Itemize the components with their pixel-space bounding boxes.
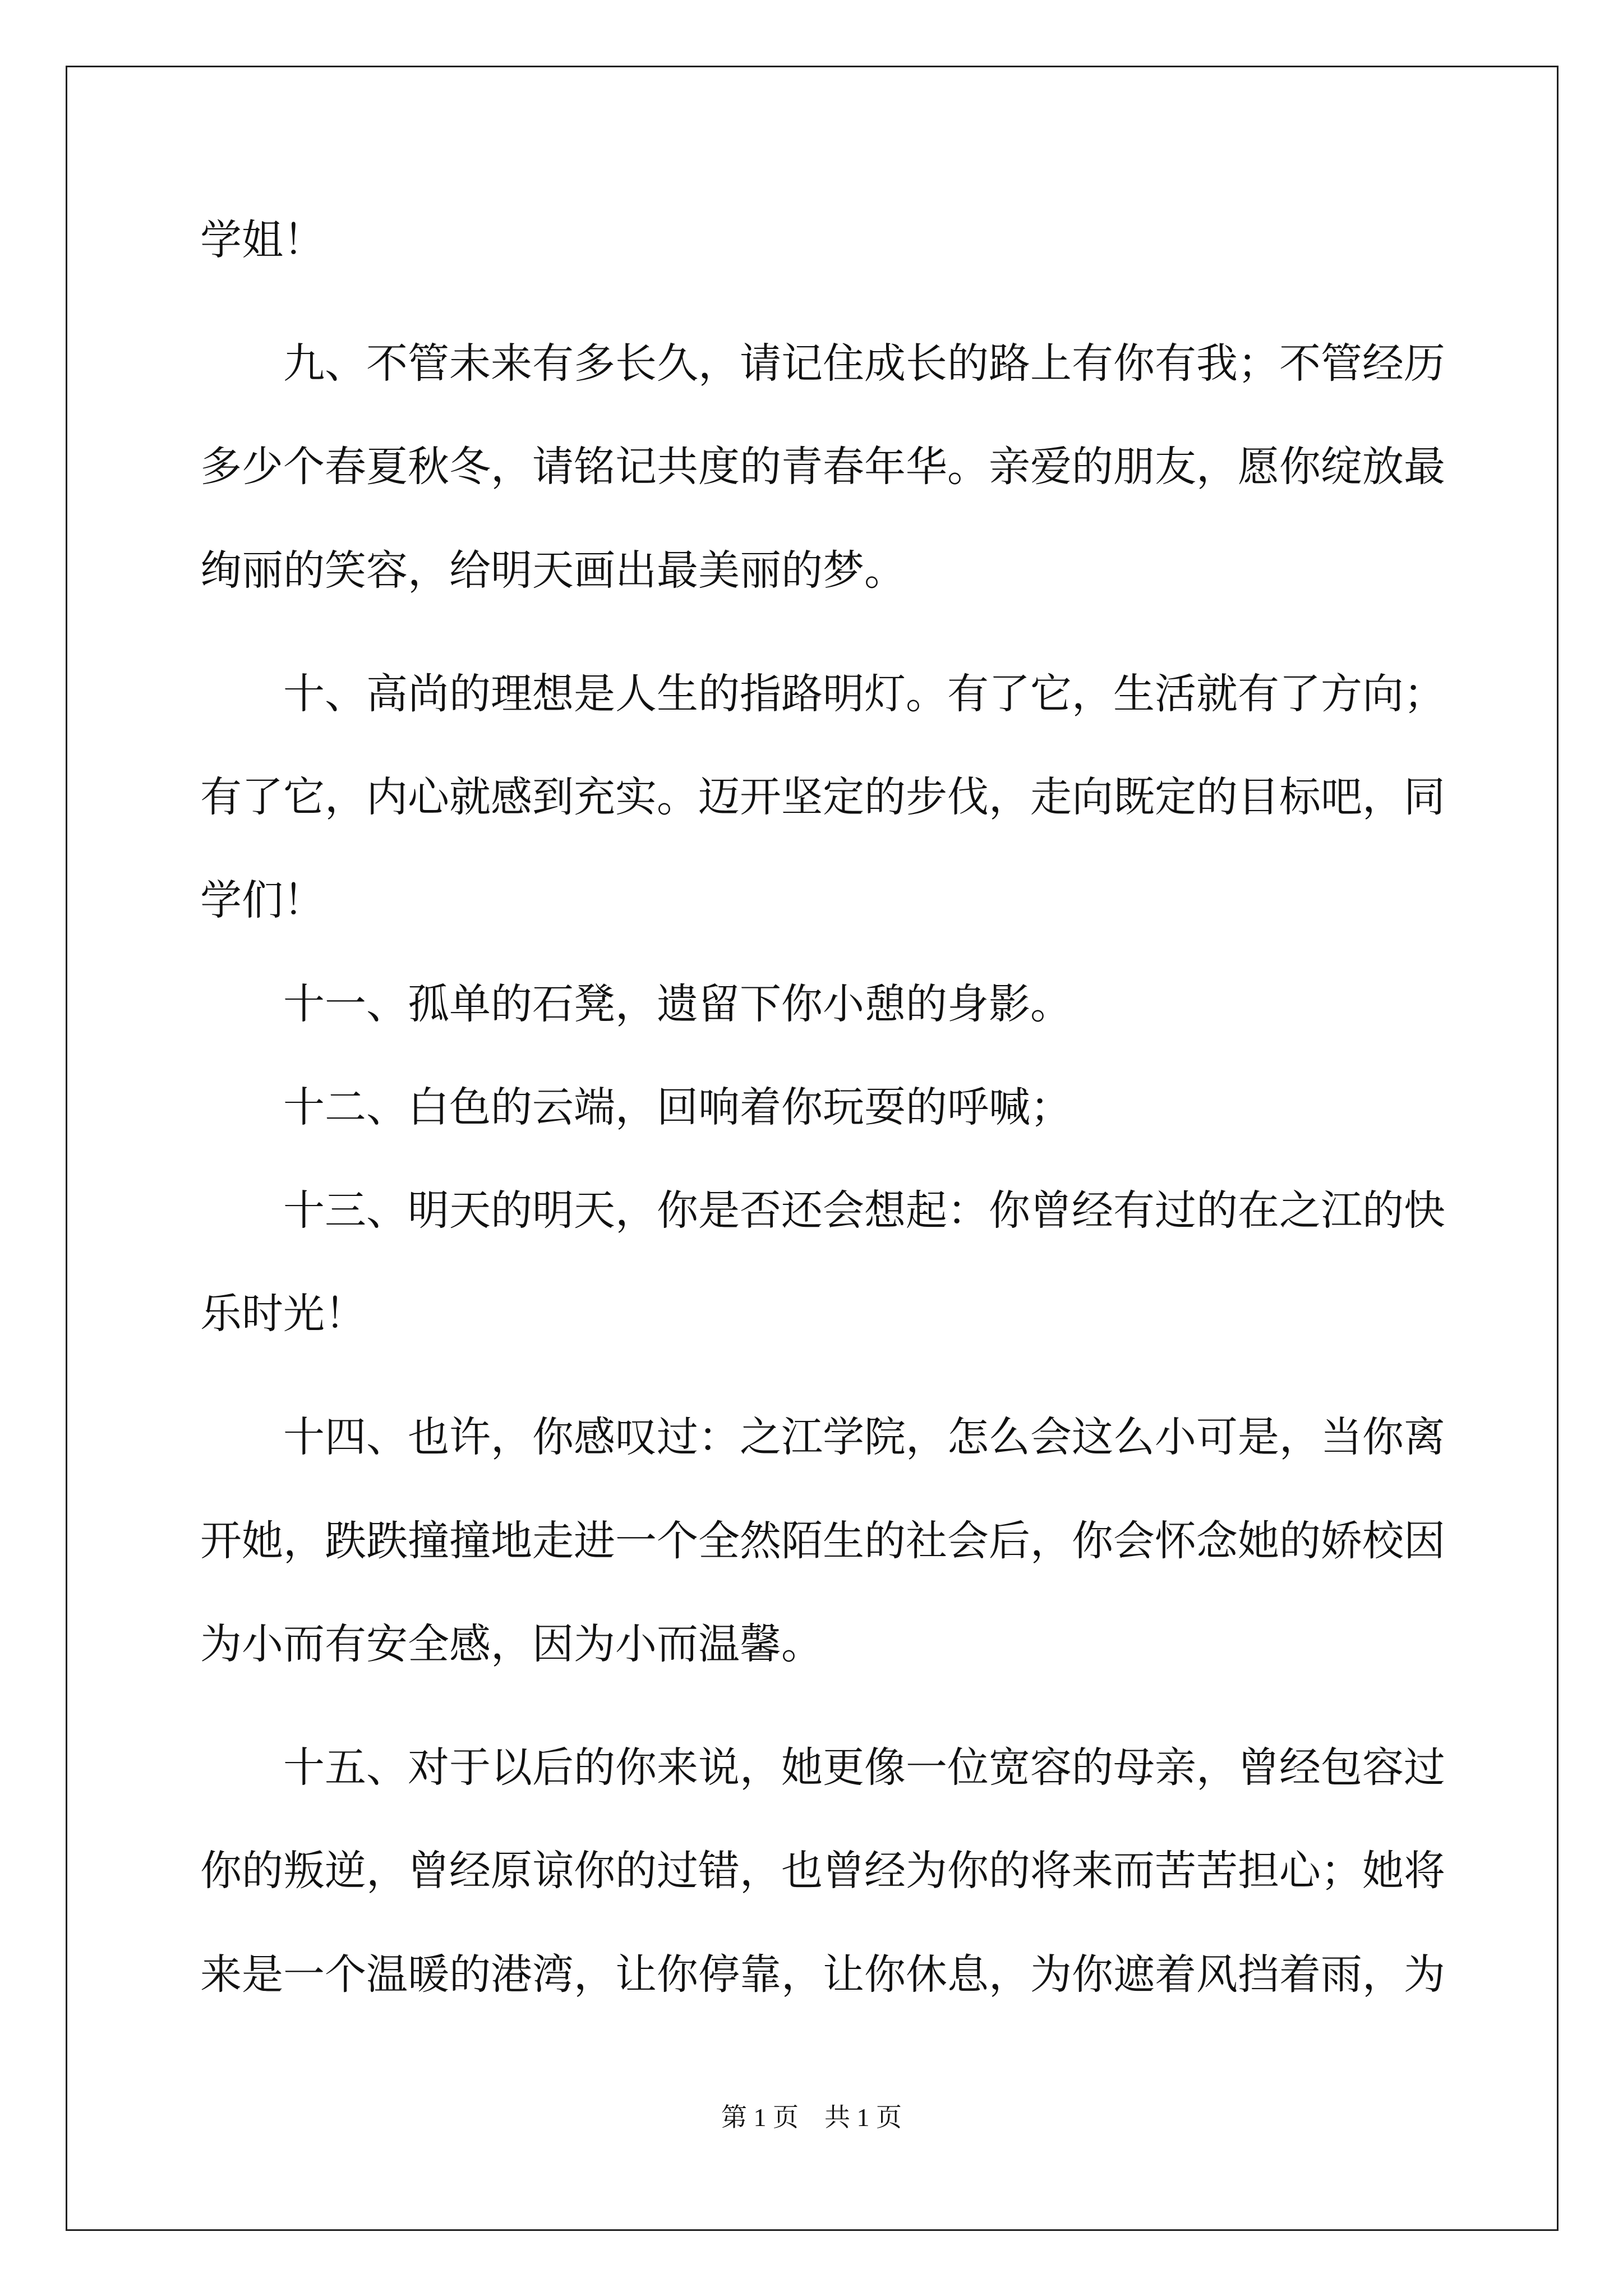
text-line: 你的叛逆，曾经原谅你的过错，也曾经为你的将来而苦苦担心；她将: [200, 1847, 1445, 1895]
text-line: 有了它，内心就感到充实。迈开坚定的步伐，走向既定的目标吧，同: [200, 773, 1445, 821]
text-line: 学姐！: [200, 216, 325, 264]
text-line: 绚丽的笑容，给明天画出最美丽的梦。: [200, 546, 906, 595]
text-line: 十一、孤单的石凳，遗留下你小憩的身影。: [200, 980, 1072, 1028]
text-line: 为小而有安全感，因为小而温馨。: [200, 1620, 823, 1668]
text-line: 十四、也许，你感叹过：之江学院，怎么会这么小可是，当你离: [200, 1413, 1445, 1461]
text-line: 乐时光！: [200, 1290, 366, 1338]
text-line: 学们！: [200, 876, 325, 924]
text-line: 来是一个温暖的港湾，让你停靠，让你休息，为你遮着风挡着雨，为: [200, 1950, 1445, 1999]
text-line: 十五、对于以后的你来说，她更像一位宽容的母亲，曾经包容过: [200, 1743, 1445, 1792]
page-number-label: 第 1 页 共 1 页: [721, 2103, 902, 2132]
text-line: 开她，跌跌撞撞地走进一个全然陌生的社会后，你会怀念她的娇校因: [200, 1517, 1445, 1565]
text-line: 十三、明天的明天，你是否还会想起：你曾经有过的在之江的快: [200, 1186, 1445, 1235]
text-line: 十、高尚的理想是人生的指路明灯。有了它，生活就有了方向；: [200, 670, 1445, 718]
text-line: 多少个春夏秋冬，请铭记共度的青春年华。亲爱的朋友，愿你绽放最: [200, 443, 1445, 491]
text-line: 十二、白色的云端，回响着你玩耍的呼喊；: [200, 1083, 1072, 1131]
page-footer: [0, 2101, 1623, 2134]
text-line: 九、不管未来有多长久，请记住成长的路上有你有我；不管经历: [200, 339, 1445, 388]
